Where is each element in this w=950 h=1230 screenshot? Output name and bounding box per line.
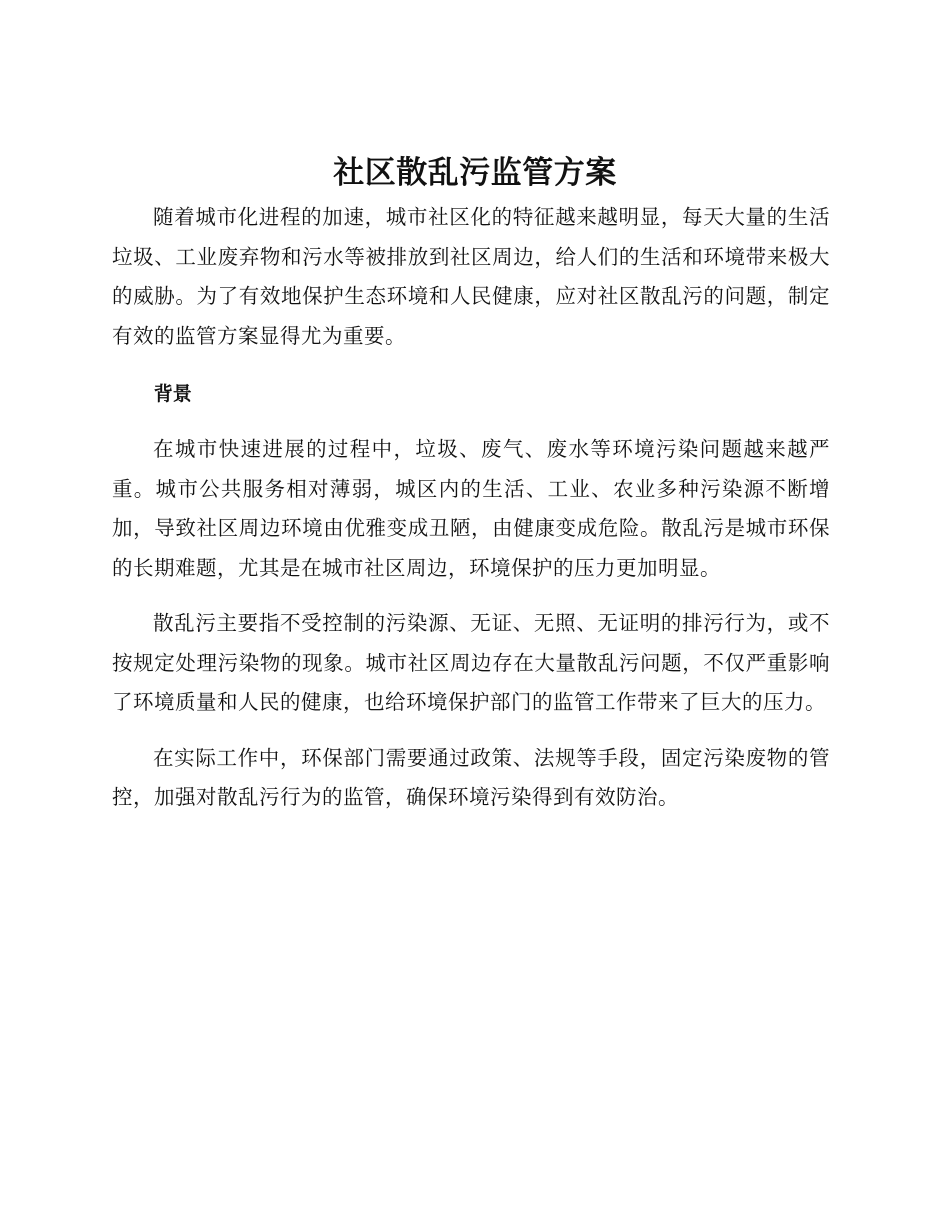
document-title: 社区散乱污监管方案 [333, 155, 617, 191]
section-heading-background: 背景 [153, 383, 192, 405]
body-paragraph-3: 在实际工作中，环保部门需要通过政策、法规等手段，固定污染废物的管控，加强对散乱污行为的监管，确保环境污染得到有效防治。 [112, 745, 830, 809]
body-paragraph-1: 在城市快速进展的过程中，垃圾、废气、废水等环境污染问题越来越严重。城市公共服务相对薄弱，城区内的生活、工业、农业多种污染源不断增加，导致社区周边环境由优雅变成丑陋，由健康变成危险。散乱污是城市环保的长期难题，尤其是在城市社区周边，环境保护的压力更加明显。 [112, 437, 830, 580]
intro-paragraph: 随着城市化进程的加速，城市社区化的特征越来越明显，每天大量的生活垃圾、工业废弃物和污水等被排放到社区周边，给人们的生活和环境带来极大的威胁。为了有效地保护生态环境和人民健康，应对社区散乱污的问题，制定有效的监管方案显得尤为重要。 [112, 205, 830, 348]
body-paragraph-2: 散乱污主要指不受控制的污染源、无证、无照、无证明的排污行为，或不按规定处理污染物的现象。城市社区周边存在大量散乱污问题，不仅严重影响了环境质量和人民的健康，也给环境保护部门的监管工作带来了巨大的压力。 [112, 611, 830, 714]
document-body [112, 198, 830, 834]
